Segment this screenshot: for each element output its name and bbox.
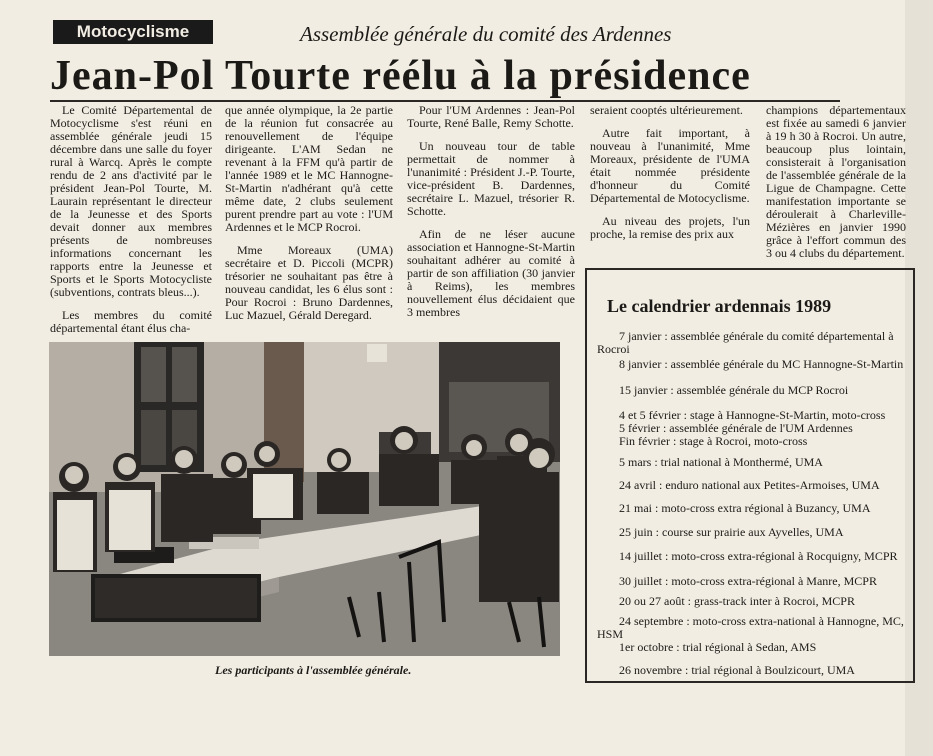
- deck-headline: Assemblée générale du comité des Ardennes: [300, 22, 672, 46]
- article-column-2: [225, 104, 393, 332]
- calendar-item: 26 novembre : trial régional à Boulzicourt, UMA: [619, 663, 855, 677]
- calendar-item: 30 juillet : moto-cross extra-régional à Manre, MCPR: [619, 574, 877, 588]
- paragraph: Pour l'UM Ardennes : Jean-Pol Tourte, René Balle, Remy Schotte.: [407, 103, 575, 130]
- paragraph: Les membres du comité départemental étant élus cha-: [50, 308, 212, 335]
- calendar-item: 15 janvier : assemblée générale du MCP Rocroi: [619, 383, 849, 397]
- paragraph: Mme Moreaux (UMA) secrétaire et D. Piccoli (MCPR) trésorier ne souhaitant pas être à nouveau candidat, les 6 élus sont : Pour Rocroi : Bruno Dardennes, Luc Mazuel, Gérald Deregard.: [225, 243, 393, 322]
- article-column-5: [766, 104, 906, 270]
- headline-rule: [50, 100, 840, 102]
- article-column-4: [590, 104, 750, 251]
- paragraph: Le Comité Départemental de Motocyclisme s'est réuni en assemblée générale jeudi 15 décembre dans une salle du foyer rural à Warcq. Après le compte rendu de 2 ans d'activité par le président Jean-Pol Tourte, M. Laurain représentant le directeur de la Jeunesse et des Sports devait donner aux membres présents de nombreuses informations concernant les rapports entre la Jeunesse et Sports et le Sports Motocycliste (subventions, contrats bleus...).: [50, 103, 212, 299]
- calendar-item: 4 et 5 février : stage à Hannogne-St-Martin, moto-cross: [619, 408, 886, 422]
- calendar-item: 7 janvier : assemblée générale du comité départemental à Rocroi: [597, 329, 894, 356]
- article-column-3: [407, 104, 575, 329]
- calendar-item: 8 janvier : assemblée générale du MC Hannogne-St-Martin: [619, 357, 904, 371]
- paragraph: Autre fait important, à nouveau à l'unanimité, Mme Moreaux, présidente de l'UMA était nommée présidente d'honneur du Comité Départemental de Motocyclisme.: [590, 126, 750, 205]
- calendar-item: 5 février : assemblée générale de l'UM Ardennes: [619, 421, 853, 435]
- calendar-title: Le calendrier ardennais 1989: [607, 296, 832, 316]
- calendar-item: 20 ou 27 août : grass-track inter à Rocroi, MCPR: [619, 594, 855, 608]
- main-headline: Jean-Pol Tourte réélu à la présidence: [50, 53, 751, 99]
- calendar-item: 25 juin : course sur prairie aux Ayvelles, UMA: [619, 525, 844, 539]
- paragraph: Afin de ne léser aucune association et Hannogne-St-Martin souhaitant adhérer au comité à partir de son affiliation (30 janvier à Reims), les membres nouvellement élus décidaient que 3 membres: [407, 227, 575, 319]
- paragraph: que année olympique, la 2e partie de la réunion fut consacrée au renouvellement de l'équipe dirigeante. L'AM Sedan ne revenant à la FFM qu'à partir de l'année 1989 et le MC Hannogne-St-Martin n'adhérant qu'à cette même date, 2 clubs seulement purent prendre part au vote : l'UM Ardennes et le MCP Rocroi.: [225, 103, 393, 234]
- paragraph: Au niveau des projets, l'un proche, la remise des prix aux: [590, 214, 750, 241]
- calendar-box: [585, 268, 915, 683]
- paragraph: seraient cooptés ultérieurement.: [590, 103, 743, 117]
- section-label: Motocyclisme: [53, 20, 213, 44]
- calendar-item: 24 avril : enduro national aux Petites-Armoises, UMA: [619, 478, 880, 492]
- meeting-photo: [49, 342, 560, 656]
- calendar-item: 1er octobre : trial régional à Sedan, AMS: [619, 640, 817, 654]
- photo-caption: Les participants à l'assemblée générale.: [215, 663, 412, 677]
- paragraph: Un nouveau tour de table permettait de nommer à l'unanimité : Président J.-P. Tourte, vice-président B. Dardennes, secrétaire L. Mazuel, trésorier R. Schotte.: [407, 139, 575, 218]
- article-column-1: [50, 104, 212, 345]
- calendar-item: 14 juillet : moto-cross extra-régional à Rocquigny, MCPR: [619, 549, 898, 563]
- calendar-item: 21 mai : moto-cross extra régional à Buzancy, UMA: [619, 501, 871, 515]
- paragraph: champions départementaux est fixée au samedi 6 janvier à 19 h 30 à Rocroi. Un autre, beaucoup plus lointain, consisterait à l'organisation de l'assemblée générale de la Ligue de Champagne. Cette manifestation importante se déroulerait à Charleville-Mézières en janvier 1990 grâce à l'effort commun des 3 ou 4 clubs du département.: [766, 103, 906, 260]
- calendar-item: 5 mars : trial national à Monthermé, UMA: [619, 455, 823, 469]
- calendar-item: Fin février : stage à Rocroi, moto-cross: [619, 434, 808, 448]
- meeting-photo-drawing: [49, 342, 560, 656]
- calendar-item: 24 septembre : moto-cross extra-national à Hannogne, MC, HSM: [597, 614, 904, 641]
